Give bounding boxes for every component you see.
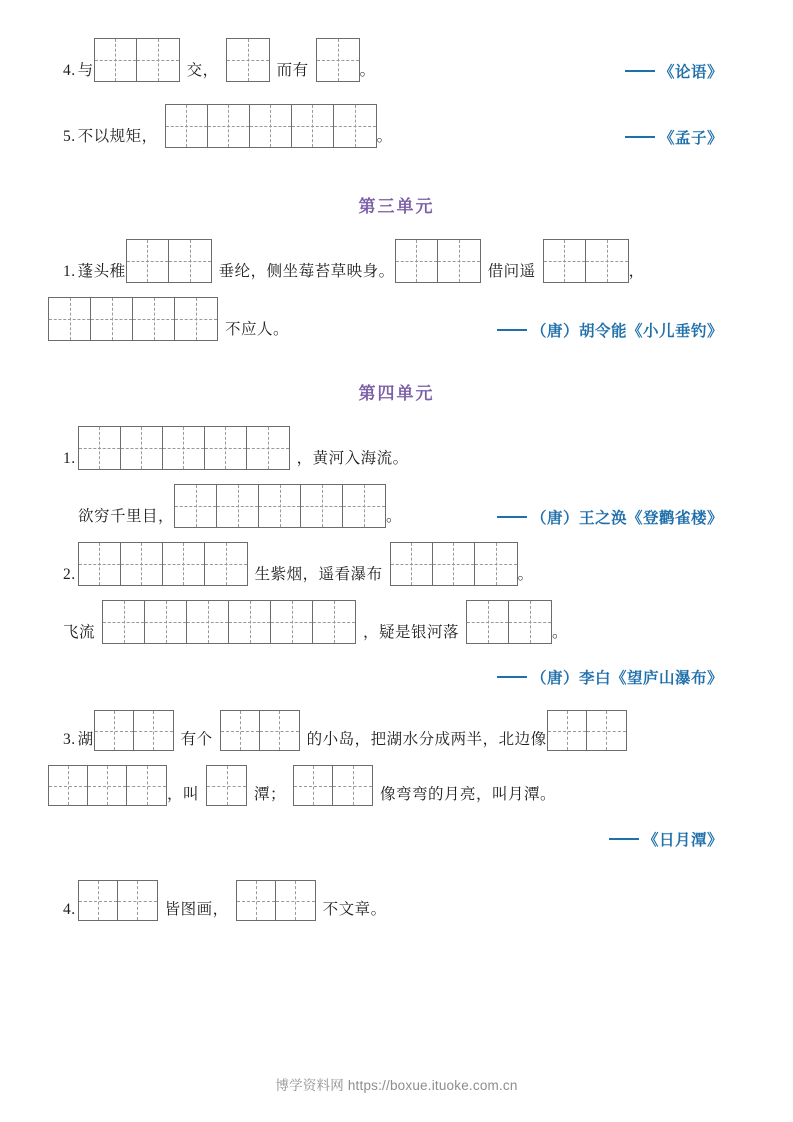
question-text: 潭； [254,786,287,803]
watermark: 博学资料网 https://boxue.ituoke.com.cn [275,1078,518,1093]
grid-cell[interactable] [475,543,517,585]
grid-cell[interactable] [467,601,509,643]
question-text: 不文章。 [322,901,387,918]
grid-cell[interactable] [121,427,163,469]
answer-grid[interactable] [48,297,218,341]
question-text: 湖 [77,731,94,748]
answer-grid[interactable] [206,765,247,806]
question-text: 的小岛，把湖水分成两半，北边像 [306,731,547,748]
grid-cell[interactable] [205,543,247,585]
answer-grid[interactable] [174,484,386,528]
grid-cell[interactable] [187,601,229,643]
grid-cell[interactable] [313,601,355,643]
grid-cell[interactable] [91,298,133,340]
attribution-text: （唐）王之涣《登鹳雀楼》 [530,510,723,527]
attribution [497,319,745,341]
answer-grid[interactable] [466,600,552,644]
grid-cell[interactable] [103,601,145,643]
answer-grid[interactable] [78,426,290,470]
grid-cell[interactable] [145,601,187,643]
answer-grid[interactable] [226,38,270,82]
grid-cell[interactable] [221,711,260,750]
heading-gap [48,217,745,239]
question-row-u4-2b [48,600,745,644]
attribution-text: （唐）胡令能《小儿垂钓》 [530,323,723,340]
answer-grid[interactable] [220,710,300,751]
question-row-u4-1b [48,484,745,528]
answer-grid[interactable] [316,38,360,82]
grid-cell[interactable] [396,240,438,282]
row-gap [48,751,745,765]
row-gap [48,644,745,666]
question-punctuation: 。 [359,62,376,79]
attribution [497,666,723,688]
item-gap [48,688,745,710]
answer-grid[interactable] [78,880,158,921]
top-spacer [48,0,745,30]
question-number: 1. [63,450,76,467]
item-gap-2 [48,872,745,880]
grid-cell[interactable] [586,240,628,282]
grid-cell[interactable] [343,485,385,527]
grid-cell[interactable] [259,485,301,527]
answer-grid[interactable] [48,765,167,806]
em-dash-icon [497,676,527,678]
grid-cell[interactable] [137,39,179,81]
attribution-text: 《日月潭》 [642,832,723,849]
grid-cell[interactable] [121,543,163,585]
grid-cell[interactable] [217,485,259,527]
grid-cell[interactable] [229,601,271,643]
question-text: ，黄河入海流。 [296,450,409,467]
question-punctuation: ， [628,263,645,280]
unit-heading-4: 第四单元 [358,384,435,403]
grid-cell[interactable] [166,105,208,147]
em-dash-icon [497,516,527,518]
question-number: 1. [63,263,76,280]
question-text: 而有 [276,62,309,79]
grid-cell[interactable] [301,485,343,527]
question-text: 像弯弯的月亮，叫月潭。 [380,786,557,803]
grid-cell[interactable] [169,240,211,282]
em-dash-icon [625,136,655,138]
attribution [625,126,745,148]
grid-cell[interactable] [294,766,333,805]
question-row-u4-4 [48,880,745,921]
grid-cell[interactable] [317,39,359,81]
row-gap [48,82,745,104]
grid-cell[interactable] [260,711,299,750]
grid-cell[interactable] [333,766,372,805]
grid-cell[interactable] [207,766,246,805]
grid-cell[interactable] [227,39,269,81]
question-text: 垂纶，侧坐莓苔草映身。 [218,263,395,280]
question-row-u4-1a [48,426,745,470]
question-punctuation: 。 [552,624,569,641]
attribution [609,828,723,850]
grid-cell[interactable] [79,543,121,585]
grid-cell[interactable] [276,881,315,920]
answer-grid[interactable] [395,239,481,283]
grid-cell[interactable] [237,881,276,920]
attribution-text: 《论语》 [658,64,723,81]
attribution [497,506,745,528]
grid-cell[interactable] [79,427,121,469]
grid-cell[interactable] [391,543,433,585]
question-row-u4-3a [48,710,745,751]
unit-heading-3: 第三单元 [358,197,435,216]
grid-cell[interactable] [95,39,137,81]
grid-cell[interactable] [49,298,91,340]
question-row-u3-1b [48,297,745,341]
question-number: 5. [63,128,76,145]
attribution-row [48,828,745,850]
top-spacer-2 [48,30,745,38]
question-row-top-4 [48,38,745,82]
grid-cell[interactable] [438,240,480,282]
answer-grid[interactable] [165,104,377,148]
answer-grid[interactable] [126,239,212,283]
answer-grid[interactable] [236,880,316,921]
question-text: ，叫 [167,786,200,803]
question-text: 欲穷千里目， [78,508,175,525]
question-number: 2. [63,566,76,583]
answer-grid[interactable] [543,239,629,283]
question-punctuation: 。 [386,508,403,525]
question-text: 有个 [180,731,213,748]
grid-cell[interactable] [544,240,586,282]
grid-cell[interactable] [292,105,334,147]
em-dash-icon [609,838,639,840]
grid-cell[interactable] [163,543,205,585]
grid-cell[interactable] [250,105,292,147]
grid-cell[interactable] [548,711,587,750]
grid-cell[interactable] [334,105,376,147]
grid-cell[interactable] [433,543,475,585]
attribution-row [48,666,745,688]
question-row-u4-3b [48,765,745,806]
section-gap [48,148,745,178]
grid-cell[interactable] [205,427,247,469]
question-punctuation: 。 [517,566,534,583]
attribution-text: 《孟子》 [658,130,723,147]
grid-cell[interactable] [175,298,217,340]
answer-grid[interactable] [293,765,373,806]
question-text: 蓬头稚 [77,263,126,280]
question-row-top-5 [48,104,745,148]
answer-grid[interactable] [102,600,356,644]
grid-cell[interactable] [134,711,173,750]
row-gap [48,806,745,828]
grid-cell[interactable] [95,711,134,750]
grid-cell[interactable] [88,766,127,805]
grid-cell[interactable] [127,240,169,282]
section-gap [48,341,745,371]
grid-cell[interactable] [271,601,313,643]
attribution [625,60,745,82]
question-text: 与 [77,62,94,79]
grid-cell[interactable] [175,485,217,527]
answer-grid[interactable] [94,710,174,751]
question-number: 4. [63,62,76,79]
row-gap [48,283,745,297]
section-gap-2 [48,178,745,192]
question-number: 3. [63,731,76,748]
item-gap [48,850,745,872]
question-punctuation: 。 [376,128,393,145]
question-row-u3-1a [48,239,745,283]
grid-cell[interactable] [587,711,626,750]
row-gap [48,586,745,600]
grid-cell[interactable] [509,601,551,643]
answer-grid[interactable] [390,542,518,586]
item-gap [48,528,745,542]
em-dash-icon [625,70,655,72]
heading-gap [48,404,745,426]
grid-cell[interactable] [208,105,250,147]
answer-grid[interactable] [94,38,180,82]
question-text: 飞流 [63,624,96,641]
grid-cell[interactable] [163,427,205,469]
grid-cell[interactable] [247,427,289,469]
row-gap [48,470,745,484]
answer-grid[interactable] [78,542,248,586]
answer-grid[interactable] [547,710,627,751]
section-gap-2 [48,371,745,379]
grid-cell[interactable] [79,881,118,920]
question-text: 皆图画， [164,901,229,918]
grid-cell[interactable] [127,766,166,805]
question-number: 4. [63,901,76,918]
question-text: 生紫烟，遥看瀑布 [254,566,383,583]
question-text: ，疑是银河落 [363,624,460,641]
attribution-text: （唐）李白《望庐山瀑布》 [530,670,723,687]
question-text: 借问遥 [487,263,536,280]
question-text: 不以规矩， [77,128,158,145]
question-text: 交， [186,62,219,79]
grid-cell[interactable] [118,881,157,920]
em-dash-icon [497,329,527,331]
question-row-u4-2a [48,542,745,586]
grid-cell[interactable] [133,298,175,340]
grid-cell[interactable] [49,766,88,805]
question-text: 不应人。 [225,321,290,338]
